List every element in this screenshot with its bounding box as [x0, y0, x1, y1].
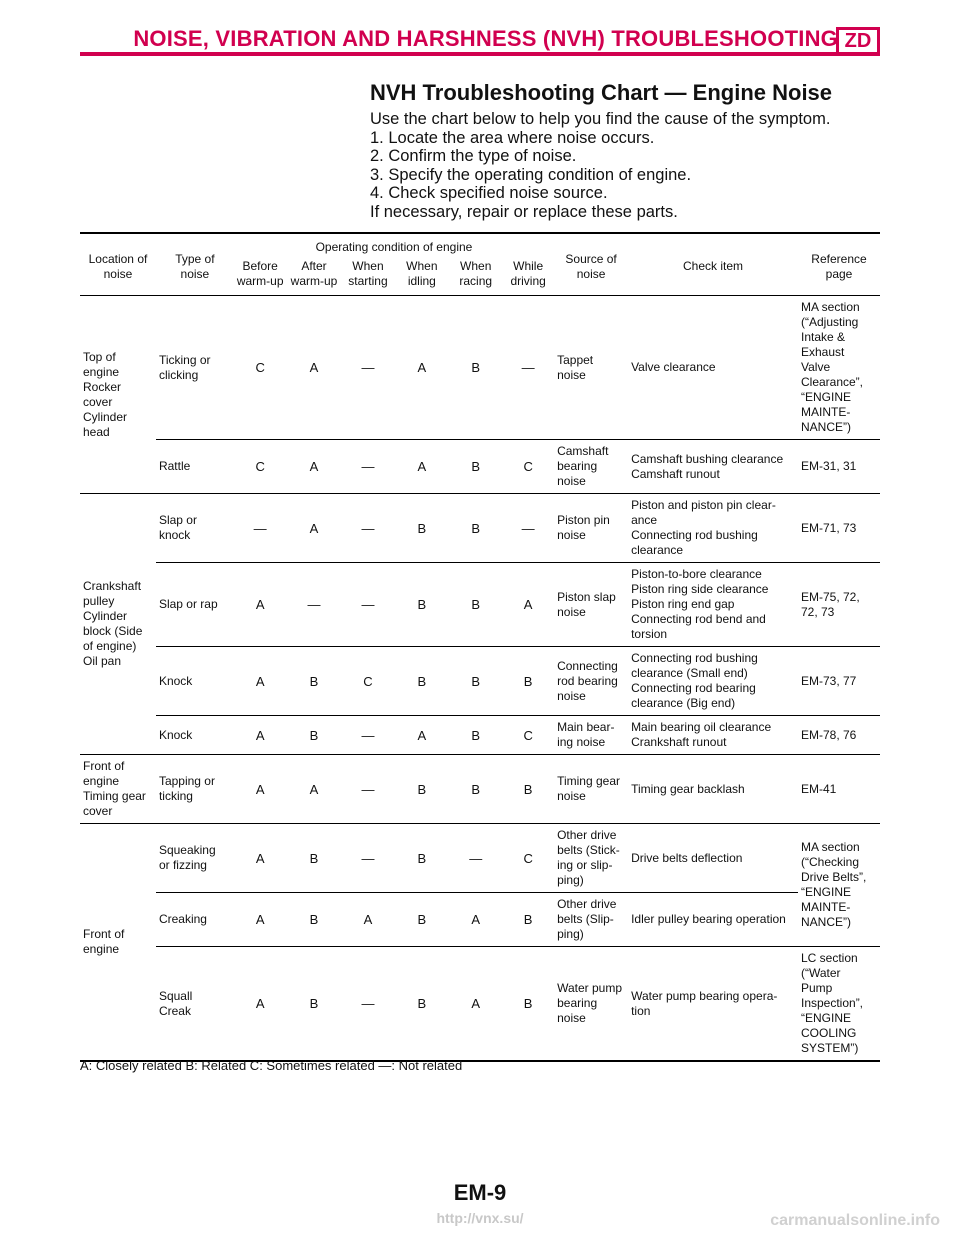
check-item-cell: Idler pulley bearing operation [628, 893, 798, 947]
header-after-warmup: After warm-up [287, 257, 342, 296]
condition-when-idling: B [394, 824, 449, 893]
condition-when-idling: B [394, 563, 449, 647]
condition-while-driving: C [502, 824, 554, 893]
location-cell: Front of engine [80, 824, 156, 1062]
table-row [80, 563, 880, 647]
condition-after-warmup: A [287, 296, 342, 440]
header-type: Type of noise [156, 233, 234, 296]
reference-cell: EM-41 [798, 755, 880, 824]
source-cell: Piston pin noise [554, 494, 628, 563]
intro-line: Use the chart below to help you find the cause of the symptom. [370, 110, 831, 128]
check-item-cell: Valve clearance [628, 296, 798, 440]
condition-when-racing: B [449, 296, 502, 440]
table-row [80, 893, 880, 947]
type-cell: Rattle [156, 440, 234, 494]
check-item-cell: Camshaft bushing clearance Camshaft runout [628, 440, 798, 494]
condition-before-warmup: A [234, 563, 287, 647]
location-cell: Front of engine Timing gear cover [80, 755, 156, 824]
condition-after-warmup: B [287, 824, 342, 893]
location-cell: Top of engine Rocker cover Cylinder head [80, 296, 156, 494]
reference-cell: LC section (“Water Pump Inspection”, “ENGINE COOLING SYSTEM”) [798, 947, 880, 1062]
header-when-starting: When starting [341, 257, 394, 296]
check-item-cell: Drive belts deflection [628, 824, 798, 893]
source-cell: Camshaft bearing noise [554, 440, 628, 494]
reference-cell: EM-73, 77 [798, 647, 880, 716]
condition-when-starting: — [341, 494, 394, 563]
header-rule [80, 52, 880, 56]
condition-when-starting: — [341, 824, 394, 893]
intro-line: 3. Specify the operating condition of engine. [370, 165, 692, 184]
source-cell: Other drive belts (Slip- ping) [554, 893, 628, 947]
condition-when-racing: B [449, 563, 502, 647]
header-operating-condition: Operating condition of engine [315, 240, 473, 254]
source-cell: Connecting rod bearing noise [554, 647, 628, 716]
check-item-cell: Water pump bearing opera- tion [628, 947, 798, 1062]
header-reference: Reference page [798, 233, 880, 296]
condition-before-warmup: A [234, 947, 287, 1062]
header-while-driving: While driving [502, 257, 554, 296]
header-title: NOISE, VIBRATION AND HARSHNESS (NVH) TROUBLESHOOTING [133, 26, 838, 51]
table-body [80, 296, 880, 1062]
condition-when-racing: B [449, 440, 502, 494]
intro-text [370, 110, 830, 221]
condition-when-racing: B [449, 755, 502, 824]
section-title: NVH Troubleshooting Chart — Engine Noise [370, 80, 833, 105]
condition-when-starting: — [341, 716, 394, 755]
condition-when-racing: — [449, 824, 502, 893]
header-when-idling: When idling [394, 257, 449, 296]
condition-when-idling: B [394, 947, 449, 1062]
condition-while-driving: B [502, 647, 554, 716]
condition-before-warmup: A [234, 716, 287, 755]
condition-when-racing: A [449, 947, 502, 1062]
header-source: Source of noise [554, 233, 628, 296]
table-row [80, 716, 880, 755]
condition-when-idling: B [394, 647, 449, 716]
check-item-cell: Connecting rod bushing clearance (Small end) Connecting rod bearing clearance (Big end) [628, 647, 798, 716]
header-check-item: Check item [628, 233, 798, 296]
type-cell: Tapping or ticking [156, 755, 234, 824]
condition-when-idling: A [394, 716, 449, 755]
condition-when-racing: B [449, 716, 502, 755]
condition-after-warmup: — [287, 563, 342, 647]
condition-before-warmup: A [234, 755, 287, 824]
condition-when-starting: — [341, 947, 394, 1062]
page-number: EM-9 [453, 1180, 507, 1205]
legend: A: Closely related B: Related C: Sometimes related —: Not related [80, 1058, 463, 1073]
condition-before-warmup: C [234, 296, 287, 440]
source-cell: Water pump bearing noise [554, 947, 628, 1062]
type-cell: Ticking or clicking [156, 296, 234, 440]
table-header [80, 233, 880, 296]
condition-before-warmup: — [234, 494, 287, 563]
table-row [80, 440, 880, 494]
condition-when-idling: B [394, 893, 449, 947]
source-cell: Piston slap noise [554, 563, 628, 647]
condition-when-starting: C [341, 647, 394, 716]
condition-before-warmup: A [234, 893, 287, 947]
source-cell: Timing gear noise [554, 755, 628, 824]
type-cell: Slap or knock [156, 494, 234, 563]
intro-line: 1. Locate the area where noise occurs. [370, 128, 655, 147]
condition-after-warmup: B [287, 947, 342, 1062]
intro-line: If necessary, repair or replace these parts. [370, 202, 678, 221]
condition-after-warmup: B [287, 716, 342, 755]
condition-before-warmup: C [234, 440, 287, 494]
condition-when-racing: A [449, 893, 502, 947]
condition-when-racing: B [449, 647, 502, 716]
condition-while-driving: B [502, 893, 554, 947]
condition-while-driving: — [502, 296, 554, 440]
check-item-cell: Timing gear backlash [628, 755, 798, 824]
condition-while-driving: C [502, 440, 554, 494]
type-cell: Squall Creak [156, 947, 234, 1062]
condition-before-warmup: A [234, 647, 287, 716]
condition-when-idling: A [394, 440, 449, 494]
condition-when-idling: B [394, 755, 449, 824]
condition-after-warmup: A [287, 494, 342, 563]
condition-after-warmup: B [287, 893, 342, 947]
watermark-url: carmanualsonline.info [770, 1212, 940, 1229]
reference-cell: EM-71, 73 [798, 494, 880, 563]
page-header [0, 20, 960, 60]
reference-cell: MA section (“Adjusting Intake & Exhaust Valve Clearance”, “ENGINE MAINTE- NANCE”) [798, 296, 880, 440]
condition-when-idling: A [394, 296, 449, 440]
type-cell: Knock [156, 647, 234, 716]
condition-before-warmup: A [234, 824, 287, 893]
condition-while-driving: B [502, 755, 554, 824]
condition-while-driving: — [502, 494, 554, 563]
reference-cell: MA section (“Checking Drive Belts”, “ENGINE MAINTE- NANCE”) [798, 824, 880, 947]
reference-cell: EM-78, 76 [798, 716, 880, 755]
type-cell: Slap or rap [156, 563, 234, 647]
condition-when-racing: B [449, 494, 502, 563]
type-cell: Creaking [156, 893, 234, 947]
header-before-warmup: Before warm-up [234, 257, 287, 296]
condition-when-idling: B [394, 494, 449, 563]
check-item-cell: Main bearing oil clearance Crankshaft runout [628, 716, 798, 755]
reference-cell: EM-31, 31 [798, 440, 880, 494]
condition-when-starting: — [341, 563, 394, 647]
source-cell: Tappet noise [554, 296, 628, 440]
condition-after-warmup: A [287, 440, 342, 494]
condition-while-driving: C [502, 716, 554, 755]
table-row [80, 647, 880, 716]
condition-when-starting: — [341, 755, 394, 824]
table-row [80, 947, 880, 1062]
condition-after-warmup: B [287, 647, 342, 716]
location-cell: Crankshaft pulley Cylinder block (Side of engine) Oil pan [80, 494, 156, 755]
condition-while-driving: A [502, 563, 554, 647]
check-item-cell: Piston-to-bore clearance Piston ring side clearance Piston ring end gap Connecting rod bend and torsion [628, 563, 798, 647]
source-cell: Other drive belts (Stick- ing or slip- ping) [554, 824, 628, 893]
condition-after-warmup: A [287, 755, 342, 824]
table-row [80, 494, 880, 563]
condition-when-starting: A [341, 893, 394, 947]
source-url[interactable]: http://vnx.su/ [436, 1210, 524, 1226]
condition-while-driving: B [502, 947, 554, 1062]
table-row [80, 824, 880, 893]
type-cell: Knock [156, 716, 234, 755]
table-row [80, 755, 880, 824]
intro-line: 4. Check specified noise source. [370, 184, 608, 202]
header-location: Location of noise [80, 233, 156, 296]
nvh-troubleshooting-table [80, 232, 880, 1062]
type-cell: Squeaking or fizzing [156, 824, 234, 893]
source-cell: Main bear- ing noise [554, 716, 628, 755]
table-row [80, 296, 880, 440]
check-item-cell: Piston and piston pin clear- ance Connecting rod bushing clearance [628, 494, 798, 563]
reference-cell: EM-75, 72, 72, 73 [798, 563, 880, 647]
condition-when-starting: — [341, 296, 394, 440]
intro-line: 2. Confirm the type of noise. [370, 147, 577, 165]
model-badge: ZD [836, 27, 880, 55]
condition-when-starting: — [341, 440, 394, 494]
header-when-racing: When racing [449, 257, 502, 296]
